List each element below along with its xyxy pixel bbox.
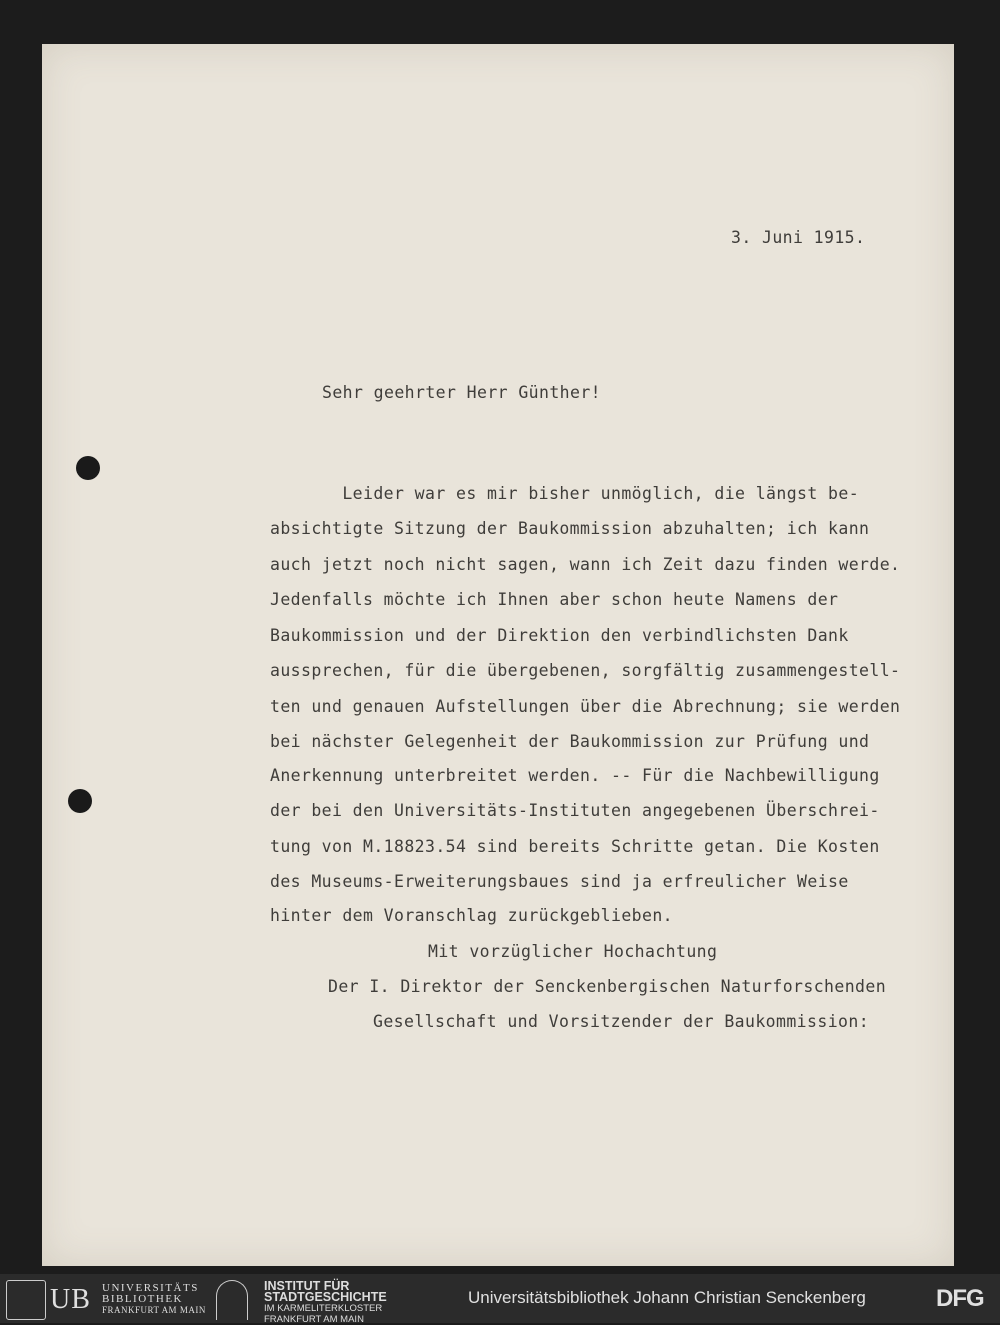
body-line: tung von M.18823.54 sind bereits Schritte getan. Die Kosten [270, 837, 880, 856]
dfg-logo[interactable]: DFG [936, 1285, 984, 1312]
isg-line-4: FRANKFURT AM MAIN [264, 1314, 364, 1325]
body-line: der bei den Universitäts-Instituten angegebenen Überschrei- [270, 801, 880, 820]
body-line: ten und genauen Aufstellungen über die Abrechnung; sie werden [270, 697, 901, 716]
body-line: des Museums-Erweiterungsbaues sind ja erfreulicher Weise [270, 872, 849, 891]
body-line: auch jetzt noch nicht sagen, wann ich Zeit dazu finden werde. [270, 555, 901, 574]
body-line: absichtigte Sitzung der Baukommission abzuhalten; ich kann [270, 519, 870, 538]
signature-line-2: Gesellschaft und Vorsitzender der Baukommission: [373, 1012, 870, 1031]
arch-icon [216, 1280, 248, 1320]
closing: Mit vorzüglicher Hochachtung [428, 942, 718, 961]
body-line: Anerkennung unterbreitet werden. -- Für die Nachbewilligung [270, 766, 880, 785]
isg-line-1: INSTITUT FÜR [264, 1279, 350, 1293]
ub-line-1: UNIVERSITÄTS [102, 1282, 199, 1294]
punch-hole-bottom [68, 789, 92, 813]
body-line: hinter dem Voranschlag zurückgeblieben. [270, 906, 674, 925]
footer-bar [0, 1274, 1000, 1323]
salutation: Sehr geehrter Herr Günther! [322, 383, 602, 402]
ub-line-3: FRANKFURT AM MAIN [102, 1305, 206, 1315]
body-line: Leider war es mir bisher unmöglich, die längst be- [270, 484, 860, 503]
isg-logo[interactable] [216, 1279, 436, 1325]
punch-hole-top [76, 456, 100, 480]
ub-letters: UB [50, 1284, 91, 1315]
body-line: aussprechen, für die übergebenen, sorgfältig zusammengestell- [270, 661, 901, 680]
isg-line-3: IM KARMELITERKLOSTER [264, 1303, 383, 1314]
letter-date: 3. Juni 1915. [731, 228, 866, 247]
ub-logo[interactable] [6, 1280, 206, 1320]
seal-icon [6, 1280, 46, 1320]
ub-line-2: BIBLIOTHEK [102, 1293, 183, 1305]
ub-text [102, 1283, 206, 1316]
body-line: Baukommission und der Direktion den verbindlichsten Dank [270, 626, 849, 645]
signature-line-1: Der I. Direktor der Senckenbergischen Naturforschenden [328, 977, 887, 996]
body-line: bei nächster Gelegenheit der Baukommission zur Prüfung und [270, 732, 870, 751]
library-title: Universitätsbibliothek Johann Christian Senckenberg [468, 1288, 866, 1307]
body-line: Jedenfalls möchte ich Ihnen aber schon heute Namens der [270, 590, 839, 609]
isg-text [264, 1281, 387, 1325]
isg-line-2: STADTGESCHICHTE [264, 1290, 387, 1304]
